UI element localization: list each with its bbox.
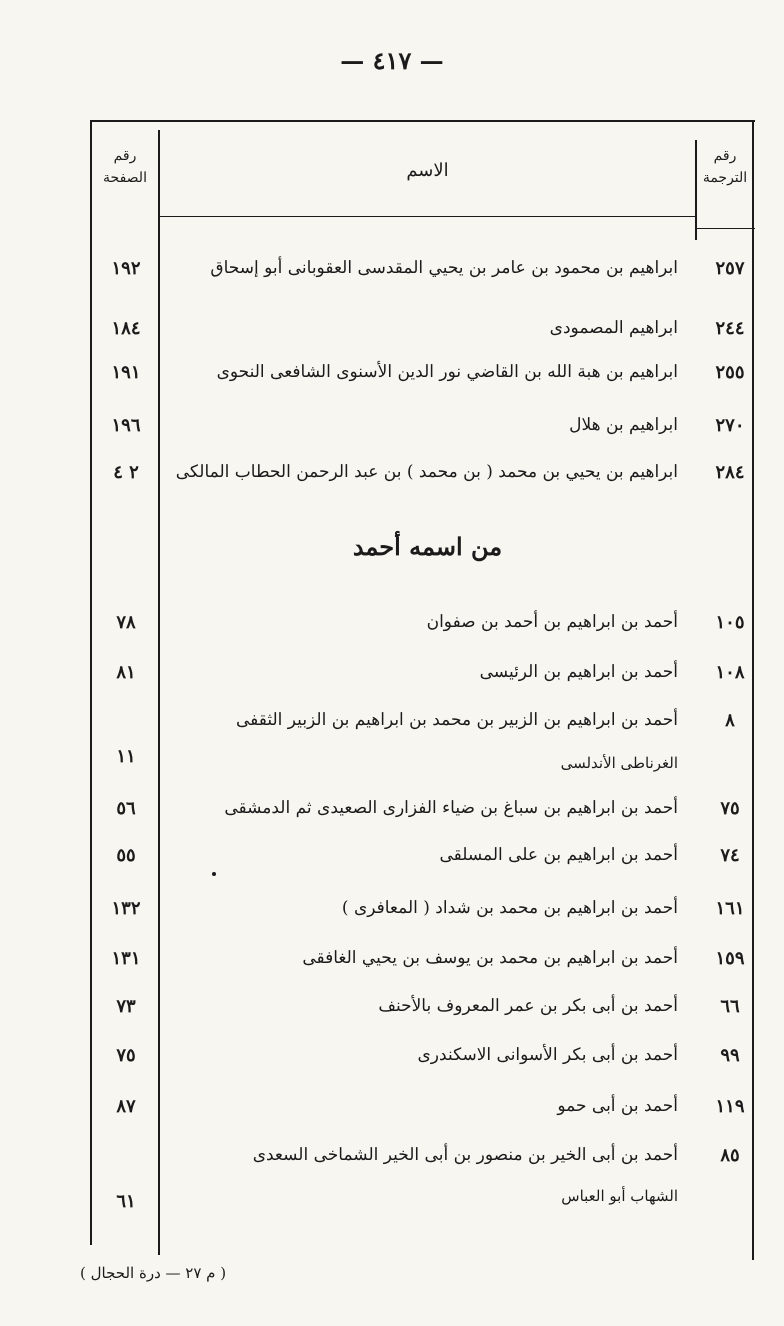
entry-name: ابراهيم بن هلال: [569, 415, 678, 435]
translation-number: ١٥٩: [715, 948, 745, 969]
speck-mark: [212, 872, 216, 876]
page-ref: ٧٣: [116, 996, 136, 1017]
page-ref: ١٩٦: [111, 415, 141, 436]
entry-name: أحمد بن أبى بكر الأسوانى الاسكندرى: [417, 1045, 678, 1065]
entry-name: أحمد بن ابراهيم بن على المسلقى: [439, 845, 678, 865]
header-translation-number-text: رقم الترجمة: [702, 148, 748, 186]
translation-number: ٢٥٧: [715, 258, 745, 279]
page-number: — ٤١٧ —: [340, 46, 444, 75]
entry-name-continued: الشهاب أبو العباس: [561, 1187, 678, 1205]
entry-name: أحمد بن أبى بكر بن عمر المعروف بالأحنف: [378, 996, 678, 1016]
translation-number: ٢٤٤: [715, 318, 745, 339]
entry-name: أحمد بن ابراهيم بن أحمد بن صفوان: [426, 612, 678, 632]
table-top-border: [90, 120, 755, 122]
page-ref: ١٣٢: [111, 898, 141, 919]
column-divider-num: [752, 120, 754, 1260]
page-ref: ١٣١: [111, 948, 141, 969]
translation-number: ٧٤: [720, 845, 740, 866]
translation-number: ٢٥٥: [715, 362, 745, 383]
entry-name: أحمد بن ابراهيم بن محمد بن شداد ( المعافرى ): [341, 898, 678, 918]
page-ref: ١٨٤: [111, 318, 141, 339]
page-ref: ١٩١: [111, 362, 141, 383]
header-page-number: [92, 145, 158, 189]
header-name: الاسم: [406, 160, 449, 181]
translation-number: ٢٨٤: [715, 462, 745, 483]
entry-name: أحمد بن ابراهيم بن سباغ بن ضياء الفزارى الصعيدى ثم الدمشقى: [224, 798, 678, 818]
header-bottom-border-right: [697, 228, 755, 229]
footer-signature: ( م ٢٧ — درة الحجال ): [80, 1264, 227, 1282]
column-divider-outer: [90, 120, 92, 1245]
entry-name: أحمد بن أبى حمو: [557, 1096, 678, 1116]
translation-number: ٨: [725, 710, 735, 731]
translation-number: ١٠٥: [715, 612, 745, 633]
section-heading: من اسمه أحمد: [352, 532, 503, 561]
translation-number: ٢٧٠: [715, 415, 745, 436]
translation-number: ٦٦: [720, 996, 740, 1017]
page-ref: ٢ ٤: [113, 462, 139, 483]
page-ref: ٧٥: [116, 1045, 136, 1066]
entry-name: ابراهيم بن يحيي بن محمد ( بن محمد ) بن عبد الرحمن الحطاب المالكى: [175, 462, 678, 482]
page-ref: ٥٥: [116, 845, 136, 866]
header-bottom-border: [160, 216, 695, 217]
page-ref: ٦١: [116, 1191, 136, 1212]
entry-name: ابراهيم بن محمود بن عامر بن يحيي المقدسى العقوبانى أبو إسحاق: [210, 258, 678, 278]
entry-name: أحمد بن ابراهيم بن الرئيسى: [479, 662, 678, 682]
page-ref: ٧٨: [116, 612, 136, 633]
entry-name: أحمد بن أبى الخير بن منصور بن أبى الخير الشماخى السعدى: [252, 1145, 678, 1165]
page-ref: ٨١: [116, 662, 136, 683]
translation-number: ٧٥: [720, 798, 740, 819]
entry-name: أحمد بن ابراهيم بن الزبير بن محمد بن ابراهيم بن الزبير الثقفى: [236, 710, 678, 730]
column-divider-left: [158, 130, 160, 1255]
entry-name-continued: الغرناطى الأندلسى: [560, 754, 678, 772]
entry-name: ابراهيم بن هبة الله بن القاضي نور الدين الأسنوى الشافعى النحوى: [216, 362, 678, 382]
translation-number: ١٠٨: [715, 662, 745, 683]
header-page-number-text: رقم الصفحة: [103, 148, 147, 186]
page-ref: ١٩٢: [111, 258, 141, 279]
page-ref: ١١: [116, 746, 136, 767]
entry-name: ابراهيم المصمودى: [549, 318, 678, 338]
page-ref: ٨٧: [116, 1096, 136, 1117]
entry-name: أحمد بن ابراهيم بن محمد بن يوسف بن يحيي الغافقى: [302, 948, 678, 968]
translation-number: ٨٥: [720, 1145, 740, 1166]
translation-number: ١١٩: [715, 1096, 745, 1117]
translation-number: ١٦١: [715, 898, 745, 919]
page-ref: ٥٦: [116, 798, 136, 819]
translation-number: ٩٩: [720, 1045, 740, 1066]
header-translation-number: [695, 145, 755, 189]
